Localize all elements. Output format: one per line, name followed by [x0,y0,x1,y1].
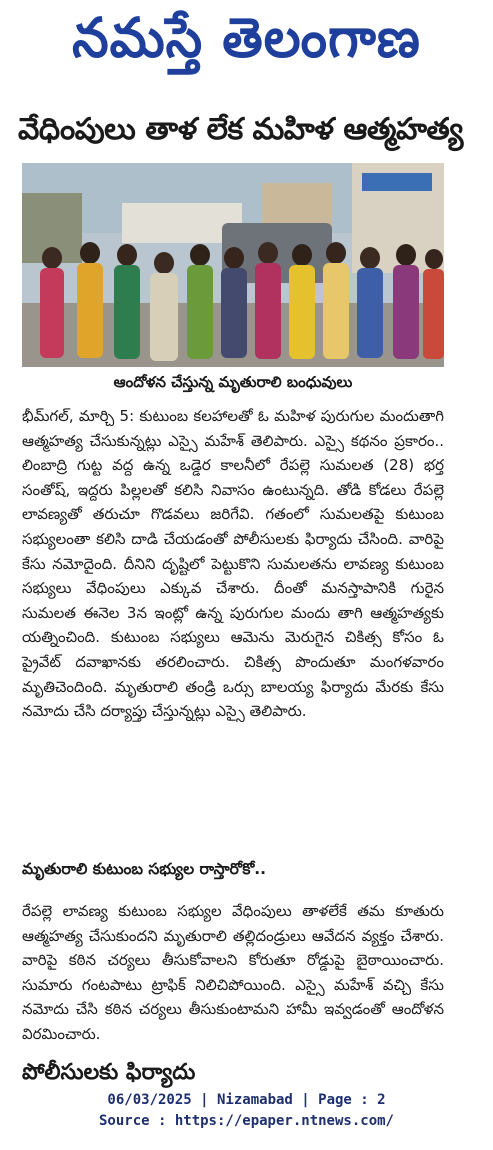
article-paragraph: భీమ్‌గల్, మార్చి 5: కుటుంబ కలహాలతో ఓ మహిళ పురుగుల మందుతాగి ఆత్మహత్య చేసుకున్నట్లు ఎస్సై మహేశ్ తెలిపారు. ఎస్సై కథనం ప్రకారం.. లింబాద్రి గుట్ట వద్ద ఉన్న ఒడ్డెర కాలనీలో రేపల్లె సుమలత (28) భర్త సంతోష్, ఇద్దరు పిల్లలతో కలిసి నివాసం ఉంటున్నది. తోడి కోడలు రేపల్లె లావణ్యతో తరుచూ గొడవలు జరిగేవి. గతంలో సుమలతపై కుటుంబ సభ్యులంతా కలిసి దాడి చేయడంతో పోలీసులకు ఫిర్యాదు చేసింది. వారిపై కేసు నమోదైంది. దీనిని దృష్టిలో పెట్టుకొని సుమలతను లావణ్య కుటుంబ సభ్యులు వేధింపులు ఎక్కువ చేశారు. దీంతో మనస్తాపానికి గురైన సుమలత ఈనెల 3న ఇంట్లో ఉన్న పురుగుల మందు తాగి ఆత్మహత్యకు యత్నించింది. కుటుంబ సభ్యులు ఆమెను మెరుగైన చికిత్స కోసం ఓ ప్రైవేట్ దవాఖానకు తరలించారు. చికిత్స పొందుతూ మంగళవారం మృతిచెందింది. మృతురాలి తండ్రి ఒర్సు బాలయ్య ఫిర్యాదు మేరకు కేసు నమోదు చేసి దర్యాప్తు చేస్తున్నట్లు ఎస్సై తెలిపారు. [22,407,444,721]
article-body [22,404,444,724]
article-body-continued [22,884,444,1062]
photo-caption: ఆందోళన చేస్తున్న మృతురాలి బంధువులు [113,373,353,391]
article-subheading: మృతురాలి కుటుంబ సభ్యుల రాస్తారోకో.. [22,860,267,878]
newspaper-masthead [0,0,493,90]
edition-info: 06/03/2025 | Nizamabad | Page : 2 [107,1092,386,1108]
source-link[interactable]: Source : https://epaper.ntnews.com/ [98,1113,394,1129]
article-headline: వేధింపులు తాళ లేక మహిళ ఆత్మహత్య [18,112,463,147]
page-footer [0,1090,493,1132]
article-photo [22,163,444,367]
truncated-next-heading: పోలీసులకు ఫిర్యాదు [22,1060,196,1085]
article-paragraph: రేపల్లె లావణ్య కుటుంబ సభ్యుల వేధింపులు తాళలేకే తమ కూతురు ఆత్మహత్య చేసుకుందని మృతురాలి తల్లిదండ్రులు ఆవేదన వ్యక్తం చేశారు. వారిపై కఠిన చర్యలు తీసుకోవాలని కోరుతూ రోడ్డుపై బైఠాయించారు. సుమారు గంటపాటు ట్రాఫిక్ నిలిచిపోయింది. ఎస్సై మహేశ్ వచ్చి కేసు నమోదు చేసి కఠిన చర్యలు తీసుకుంటామని హామీ ఇవ్వడంతో ఆందోళన విరమించారు. [22,902,444,1043]
masthead-title: నమస్తే తెలంగాణ [72,6,421,70]
protest-photo-illustration [22,163,444,367]
